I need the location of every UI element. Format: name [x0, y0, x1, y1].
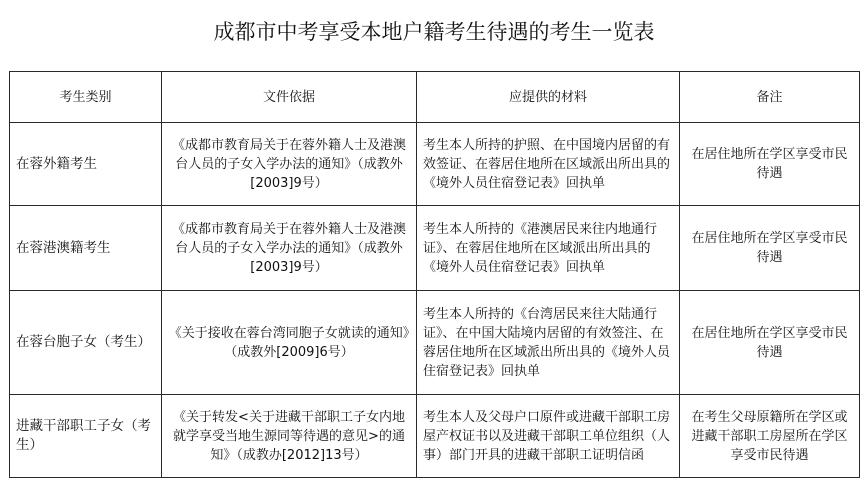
row-category: 在蓉港澳籍考生: [10, 206, 162, 291]
row-basis: 《成都市教育局关于在蓉外籍人士及港澳台人员的子女入学办法的通知》（成教外[2003]9号）: [162, 206, 417, 291]
row-materials: 考生本人所持的《港澳居民来往内地通行证》、在蓉居住地所在区域派出所出具的《境外人员住宿登记表》回执单: [417, 206, 680, 291]
row-notes: 在居住地所在学区享受市民待遇: [680, 206, 860, 291]
student-list-table: [9, 71, 860, 478]
table-header-row: [10, 72, 860, 123]
row-notes: 在居住地所在学区享受市民待遇: [680, 291, 860, 395]
table-row: [10, 395, 860, 478]
document-title: 成都市中考享受本地户籍考生待遇的考生一览表: [213, 20, 655, 44]
row-materials: 考生本人所持的护照、在中国境内居留的有效签证、在蓉居住地所在区域派出所出具的《境外人员住宿登记表》回执单: [417, 123, 680, 206]
header-notes: 备注: [680, 72, 860, 123]
table-row: [10, 291, 860, 395]
row-materials: 考生本人所持的《台湾居民来往大陆通行证》、在中国大陆境内居留的有效签注、在蓉居住地所在区域派出所出具的《境外人员住宿登记表》回执单: [417, 291, 680, 395]
row-category: 进藏干部职工子女（考生）: [10, 395, 162, 478]
table-row: [10, 206, 860, 291]
table-row: [10, 123, 860, 206]
header-category: 考生类别: [10, 72, 162, 123]
header-materials: 应提供的材料: [417, 72, 680, 123]
row-basis: 《成都市教育局关于在蓉外籍人士及港澳台人员的子女入学办法的通知》（成教外[2003]9号）: [162, 123, 417, 206]
row-materials: 考生本人及父母户口原件或进藏干部职工房屋产权证书以及进藏干部职工单位组织（人事）部门开具的进藏干部职工证明信函: [417, 395, 680, 478]
row-basis: 《关于接收在蓉台湾同胞子女就读的通知》（成教外[2009]6号）: [162, 291, 417, 395]
header-basis: 文件依据: [162, 72, 417, 123]
row-notes: 在考生父母原籍所在学区或进藏干部职工房屋所在学区享受市民待遇: [680, 395, 860, 478]
row-basis: 《关于转发<关于进藏干部职工子女内地就学享受当地生源同等待遇的意见>的通知》（成教办[2012]13号）: [162, 395, 417, 478]
row-category: 在蓉台胞子女（考生）: [10, 291, 162, 395]
row-notes: 在居住地所在学区享受市民待遇: [680, 123, 860, 206]
row-category: 在蓉外籍考生: [10, 123, 162, 206]
